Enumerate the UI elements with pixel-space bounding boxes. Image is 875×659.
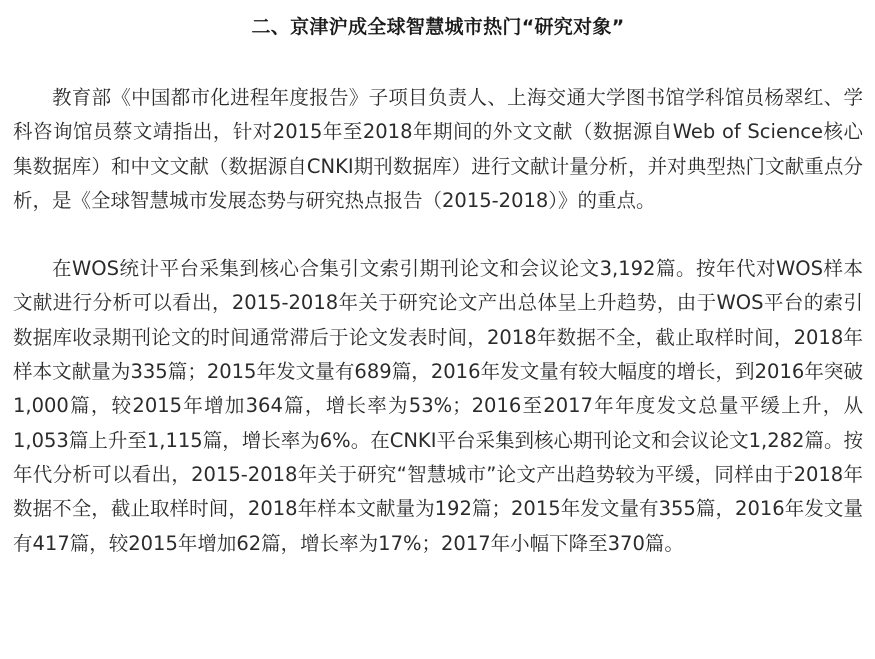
section-heading: 二、京津沪成全球智慧城市热门“研究对象” — [251, 16, 625, 38]
paragraph-statistics: 在WOS统计平台采集到核心合集引文索引期刊论文和会议论文3,192篇。按年代对WOS样本文献进行分析可以看出，2015-2018年关于研究论文产出总体呈上升趋势，由于WOS平台的索引数据库收录期刊论文的时间通常滞后于论文发表时间，2018年数据不全，截止取样时间，2018年样本文献量为335篇；2015年发文量有689篇，2016年发文量有较大幅度的增长，到2016年突破1,000篇，较2015年增加364篇，增长率为53%；2016至2017年年度发文总量平缓上升，从1,053篇上升至1,115篇，增长率为6%。在CNKI平台采集到核心期刊论文和会议论文1,282篇。按年代分析可以看出，2015-2018年关于研究“智慧城市”论文产出趋势较为平缓，同样由于2018年数据不全，截止取样时间，2018年样本文献量为192篇；2015年发文量有355篇，2016年发文量有417篇，较2015年增加62篇，增长率为17%；2017年小幅下降至370篇。 — [13, 257, 863, 555]
paragraph-intro: 教育部《中国都市化进程年度报告》子项目负责人、上海交通大学图书馆学科馆员杨翠红、学科咨询馆员蔡文靖指出，针对2015年至2018年期间的外文文献（数据源自Web of Science核心集数据库）和中文文献（数据源自CNKI期刊数据库）进行文献计量分析，并对典型热门文献重点分析，是《全球智慧城市发展态势与研究热点报告（2015-2018）》的重点。 — [13, 86, 863, 212]
